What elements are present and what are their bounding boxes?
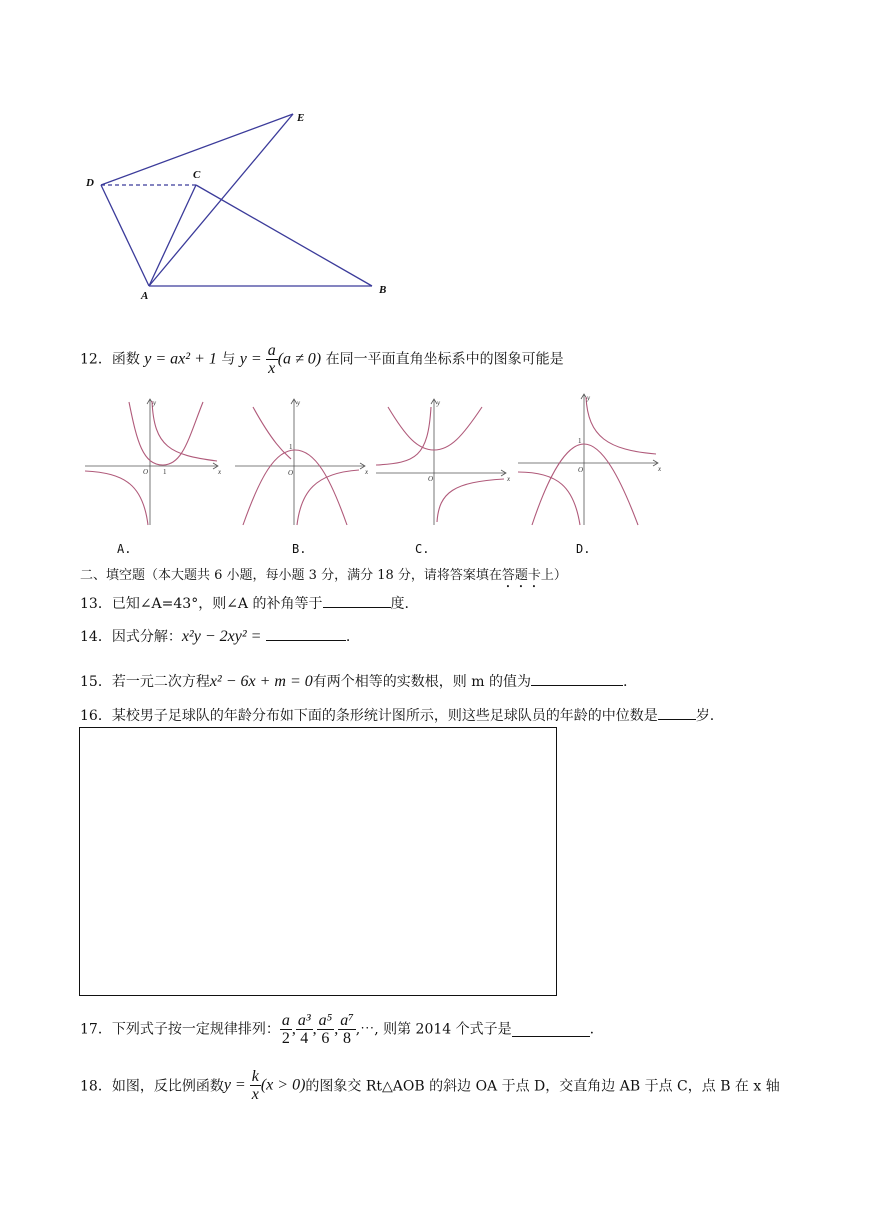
option-d-label: D. bbox=[576, 542, 591, 556]
question-17: 17．下列式子按一定规律排列： $\frac{a}{2}$ , $\frac{\text{a³}}{4}$ , $\frac{\text{a⁵}}{6}$ , $\frac{\text{a⁷}}{8}$ ,⋯, 则第 2014 个式子是 . bbox=[80, 1012, 595, 1047]
svg-text:y: y bbox=[587, 394, 591, 402]
svg-text:x: x bbox=[218, 468, 222, 476]
svg-text:x: x bbox=[658, 465, 662, 473]
question-16: 16．某校男子足球队的年龄分布如下面的条形统计图所示，则这些足球队员的年龄的中位数是 岁. bbox=[80, 705, 714, 725]
svg-text:x: x bbox=[365, 468, 369, 476]
answer-blank-17[interactable] bbox=[512, 1022, 590, 1037]
fraction-a-over-x: $\frac{a}{x}$ bbox=[267, 342, 276, 377]
answer-blank-15[interactable] bbox=[531, 671, 623, 686]
segment-AC bbox=[149, 185, 196, 286]
geometry-figure bbox=[80, 105, 400, 305]
function-1: y = ax² + 1 bbox=[144, 350, 217, 368]
sequence-term-2: $\frac{\text{a³}}{4}$ bbox=[297, 1012, 311, 1047]
svg-text:1: 1 bbox=[578, 437, 582, 445]
svg-text:y: y bbox=[297, 399, 301, 407]
answer-blank-14[interactable] bbox=[266, 626, 346, 641]
svg-text:1: 1 bbox=[289, 443, 293, 451]
question-14: 14．因式分解：x²y − 2xy² = . bbox=[80, 628, 351, 645]
question-12: 12．函数 y = ax² + 1 与 y = $\frac{a}{x}$ (a ≠ 0) 在同一平面直角坐标系中的图象可能是 bbox=[80, 342, 564, 377]
svg-text:O: O bbox=[143, 468, 149, 476]
sequence-term-3: $\frac{\text{a⁵}}{6}$ bbox=[318, 1012, 333, 1047]
svg-text:x: x bbox=[507, 475, 511, 483]
label-B: B bbox=[379, 284, 387, 296]
sequence-term-1: $\frac{a}{2}$ bbox=[281, 1012, 290, 1047]
label-E: E bbox=[297, 112, 305, 124]
option-c-label: C. bbox=[415, 542, 430, 556]
segment-CB bbox=[196, 185, 372, 286]
answer-blank-13[interactable] bbox=[323, 593, 391, 608]
question-15: 15．若一元二次方程x² − 6x + m = 0有两个相等的实数根，则 m 的值为 . bbox=[80, 673, 628, 690]
sequence-term-4: $\frac{\text{a⁷}}{8}$ bbox=[340, 1012, 354, 1047]
graph-option-d bbox=[518, 392, 668, 527]
option-b-label: B. bbox=[292, 542, 307, 556]
label-D: D bbox=[86, 177, 94, 189]
label-C: C bbox=[193, 169, 201, 181]
bar-chart-placeholder bbox=[79, 727, 557, 996]
graph-option-b bbox=[235, 397, 375, 527]
graph-option-a bbox=[85, 397, 225, 527]
svg-text:1: 1 bbox=[163, 468, 167, 476]
graph-option-c bbox=[376, 397, 516, 527]
section-2-heading: 二、填空题（本大题共 6 小题，每小题 3 分，满分 18 分，请将答案填在答题卡上） bbox=[80, 568, 567, 583]
svg-text:y: y bbox=[153, 399, 157, 407]
segment-DA bbox=[101, 185, 149, 286]
svg-text:O: O bbox=[288, 469, 294, 477]
fraction-k-over-x: $\frac{k}{x}$ bbox=[251, 1068, 259, 1103]
answer-blank-16[interactable] bbox=[658, 705, 696, 720]
svg-text:y: y bbox=[437, 399, 441, 407]
svg-text:O: O bbox=[578, 466, 584, 474]
label-A: A bbox=[141, 290, 149, 302]
option-a-label: A. bbox=[117, 542, 132, 556]
question-18: 18．如图，反比例函数y = $\frac{k}{x}$ (x > 0)的图象交 Rt△AOB 的斜边 OA 于点 D，交直角边 AB 于点 C，点 B 在 x 轴 bbox=[80, 1068, 780, 1103]
svg-text:O: O bbox=[428, 475, 434, 483]
question-13: 13．已知∠A=43°，则∠A 的补角等于 度. bbox=[80, 593, 409, 613]
